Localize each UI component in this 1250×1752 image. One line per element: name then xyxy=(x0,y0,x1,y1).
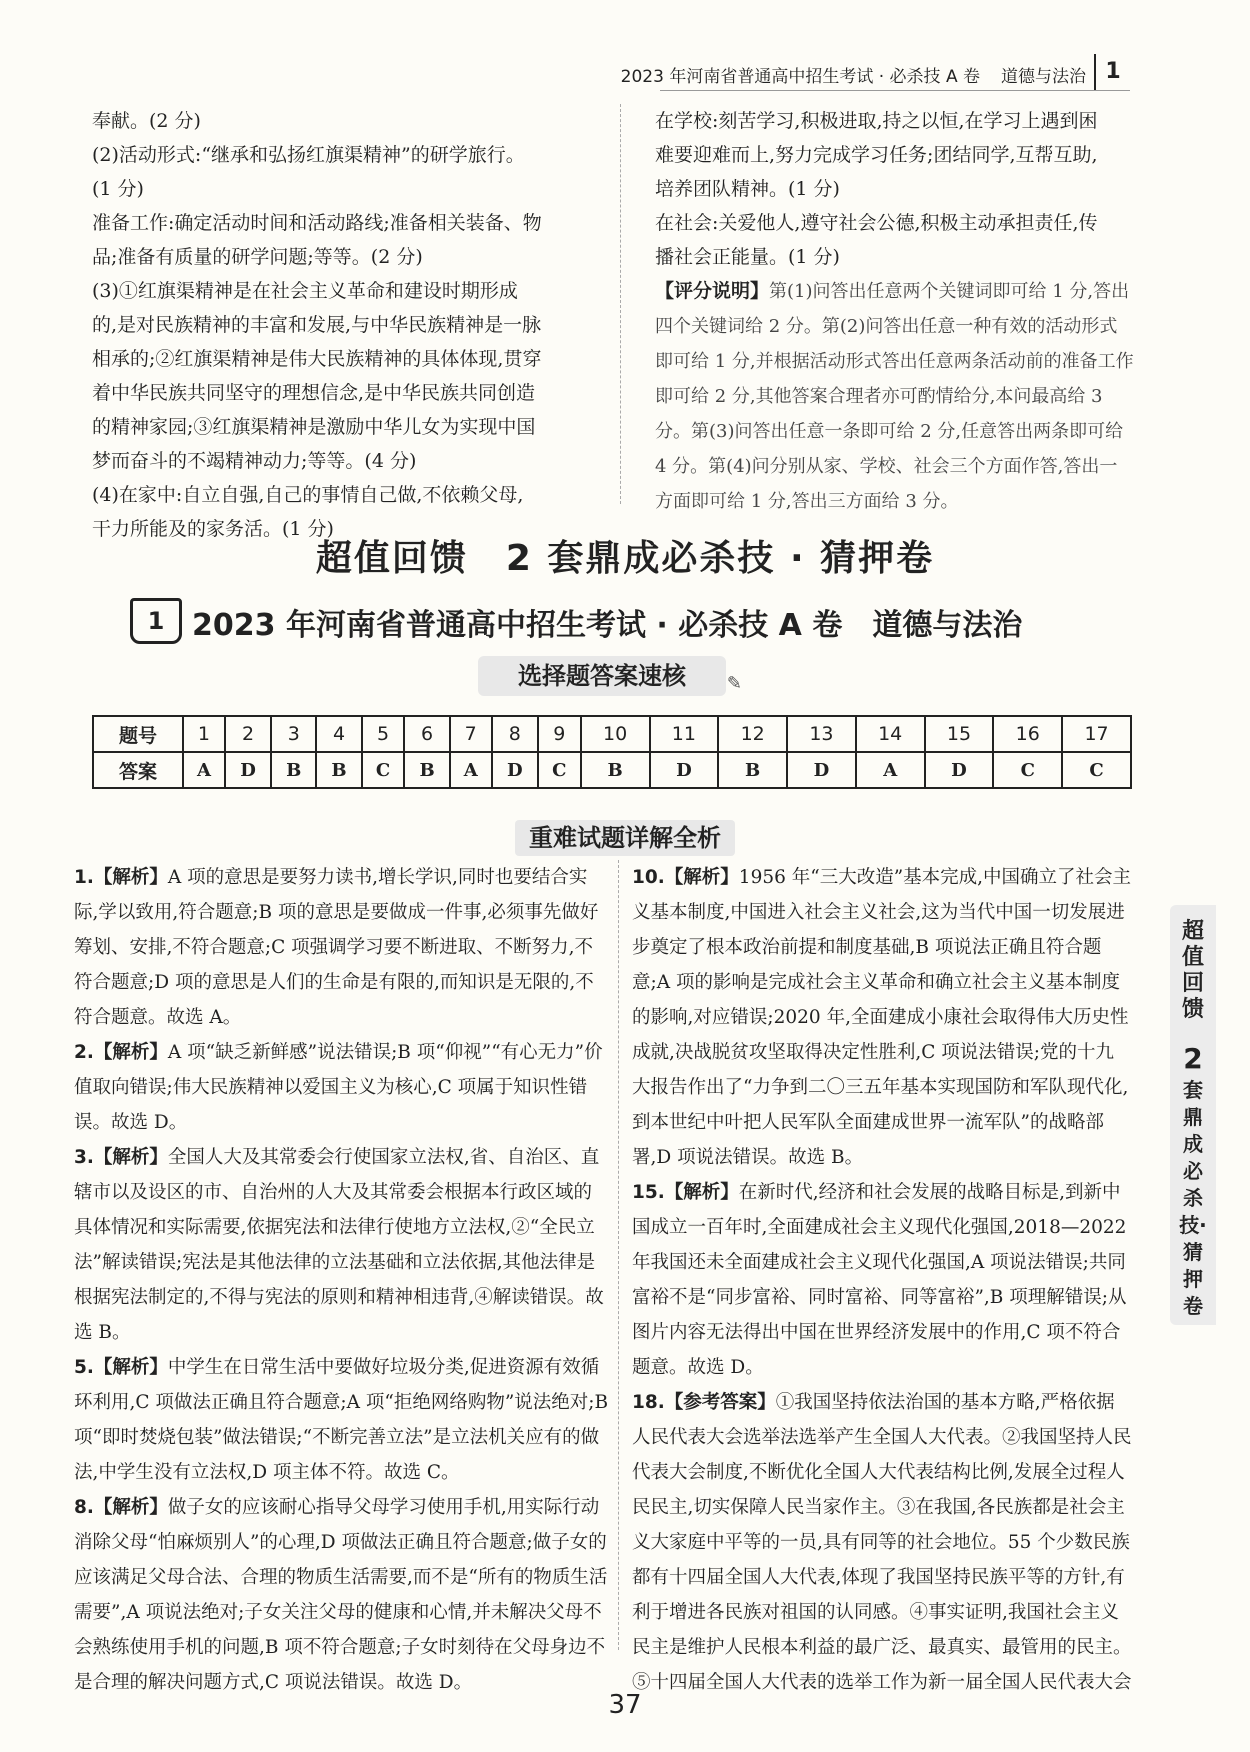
question-number: 5 xyxy=(362,716,405,752)
text-line: 着中华民族共同坚守的理想信念,是中华民族共同创造 xyxy=(92,382,536,404)
analysis-text: 中学生在日常生活中要做好垃圾分类,促进资源有效循环利用,C 项做法正确且符合题意;A 项“拒绝网络购物”说法绝对;B 项“即时焚烧包装”做法错误;“不断完善立法”是立法机关应有的做法,中学生没有立法权,D 项主体不符。故选 C。 xyxy=(74,1357,609,1483)
side-tab-part1: 超值回馈 xyxy=(1181,919,1204,1022)
answer-cell: D xyxy=(925,752,994,788)
question-number: 4 xyxy=(316,716,361,752)
question-number: 3 xyxy=(271,716,316,752)
answer-cell: B xyxy=(581,752,650,788)
analysis-label: 【解析】 xyxy=(93,867,168,888)
answer-cell: B xyxy=(271,752,316,788)
header-rule xyxy=(660,90,1130,91)
question-analysis xyxy=(74,1350,609,1490)
analysis-text: A 项“缺乏新鲜感”说法错误;B 项“仰视”“有心无力”价值取向错误;伟大民族精神以爱国主义为核心,C 项属于知识性错误。故选 D。 xyxy=(74,1042,603,1133)
side-tab-part3: 套鼎成必杀技·猜押卷 xyxy=(1179,1078,1207,1318)
question-number: 13 xyxy=(787,716,856,752)
analysis-text: 在新时代,经济和社会发展的战略目标是,到新中国成立一百年时,全面建成社会主义现代化强国,2018—2022 年我国还未全面建成社会主义现代化强国,A 项说法错误;共同富裕不是“同步富裕、同时富裕、同等富裕”,B 项理解错误;从图片内容无法得出中国在世界经济发展中的作用,C 项不符合题意。故选 D。 xyxy=(632,1182,1127,1378)
text-line: 在学校:刻苦学习,积极进取,持之以恒,在学习上遇到困 xyxy=(655,110,1098,132)
header-exam-title: 2023 年河南省普通高中招生考试 · 必杀技 A 卷 xyxy=(620,67,980,87)
answer-cell: B xyxy=(316,752,361,788)
answer-row xyxy=(93,752,1131,788)
answer-cell: A xyxy=(450,752,492,788)
analysis-text: A 项的意思是要努力读书,增长学识,同时也要结合实际,学以致用,符合题意;B 项的意思是要做成一件事,必须事先做好筹划、安排,不符合题意;C 项强调学习要不断进取、不断努力,不符合题意;D 项的意思是人们的生命是有限的,而知识是无限的,不符合题意。故选 A。 xyxy=(74,867,599,1028)
analysis-label: 【解析】 xyxy=(93,1147,168,1168)
text-line: 的,是对民族精神的丰富和发展,与中华民族精神是一脉 xyxy=(92,314,542,336)
answer-cell: A xyxy=(856,752,925,788)
answer-cell: D xyxy=(225,752,271,788)
text-line: 的精神家园;③红旗渠精神是激励中华儿女为实现中国 xyxy=(92,416,536,438)
pencil-icon: ✎ xyxy=(726,673,742,694)
analysis-left-column xyxy=(74,860,609,1700)
row-label: 题号 xyxy=(93,716,183,752)
book-icon: 1 xyxy=(130,598,182,644)
analysis-heading-text: 重难试题详解全析 xyxy=(515,820,735,856)
answer-cell: D xyxy=(650,752,719,788)
text-line: 播社会正能量。(1 分) xyxy=(655,246,840,268)
text-line: 准备工作:确定活动时间和活动路线;准备相关装备、物 xyxy=(92,212,542,234)
text-line: 相承的;②红旗渠精神是伟大民族精神的具体体现,贯穿 xyxy=(92,348,542,370)
question-number: 6 xyxy=(404,716,449,752)
text-line: 奉献。(2 分) xyxy=(92,110,201,132)
exam-title xyxy=(130,598,1130,642)
analysis-text: ①我国坚持依法治国的基本方略,严格依据人民代表大会选举法选举产生全国人大代表。②我国坚持人民代表大会制度,不断优化全国人大代表结构比例,发展全过程人民民主,切实保障人民当家作主。③在我国,各民族都是社会主义大家庭中平等的一员,具有同等的社会地位。55 个少数民族都有十四届全国人大代表,体现了我国坚持民族平等的方针,有利于增进各民族对祖国的认同感。④事实证明,我国社会主义民主是维护人民根本利益的最广泛、最真实、最管用的民主。⑤十四届全国人大代表的选举工作为新一届全国人民代表大会 xyxy=(632,1392,1132,1693)
question-number: 17 xyxy=(1062,716,1131,752)
question-number: 10 xyxy=(581,716,650,752)
question-number: 8 xyxy=(492,716,538,752)
text-line: 品;准备有质量的研学问题;等等。(2 分) xyxy=(92,246,423,268)
answer-cell: C xyxy=(1062,752,1131,788)
analysis-label: 【解析】 xyxy=(93,1497,168,1518)
scoring-note xyxy=(655,274,1135,519)
text-line: 难要迎难而上,努力完成学习任务;团结同学,互帮互助, xyxy=(655,144,1098,166)
text-line: (3)①红旗渠精神是在社会主义革命和建设时期形成 xyxy=(92,280,518,302)
row-label: 答案 xyxy=(93,752,183,788)
text-line: (4)在家中:自立自强,自己的事情自己做,不依赖父母, xyxy=(92,484,524,506)
question-number: 10. xyxy=(632,867,665,888)
column-divider xyxy=(618,860,619,1650)
question-number: 5. xyxy=(74,1357,94,1378)
header-page-badge: 1 xyxy=(1094,54,1130,90)
answer-cell: B xyxy=(718,752,787,788)
side-tab xyxy=(1170,905,1216,1325)
exam-title-text: 2023 年河南省普通高中招生考试 · 必杀技 A 卷 道德与法治 xyxy=(192,608,1023,643)
top-right-column xyxy=(655,104,1135,519)
answer-cell: C xyxy=(362,752,405,788)
analysis-label: 【参考答案】 xyxy=(664,1392,776,1413)
side-tab-part2: 2 xyxy=(1183,1042,1203,1075)
question-number: 1 xyxy=(183,716,225,752)
question-number: 3. xyxy=(74,1147,94,1168)
analysis-label: 【解析】 xyxy=(93,1042,168,1063)
analysis-heading xyxy=(0,818,1250,853)
question-analysis xyxy=(632,860,1132,1175)
question-number: 15 xyxy=(925,716,994,752)
analysis-label: 【解析】 xyxy=(664,867,739,888)
quick-check-label: 选择题答案速核 xyxy=(518,662,686,690)
question-number: 11 xyxy=(650,716,719,752)
question-number: 1. xyxy=(74,867,94,888)
column-divider xyxy=(620,104,621,504)
top-left-column xyxy=(92,104,602,546)
question-number: 7 xyxy=(450,716,492,752)
text-line: 在社会:关爱他人,遵守社会公德,积极主动承担责任,传 xyxy=(655,212,1098,234)
question-number: 16 xyxy=(993,716,1062,752)
question-analysis xyxy=(632,1385,1132,1700)
analysis-text: 1956 年“三大改造”基本完成,中国确立了社会主义基本制度,中国进入社会主义社会,这为当代中国一切发展进步奠定了根本政治前提和制度基础,B 项说法正确且符合题意;A 项的影响是完成社会主义革命和确立社会主义基本制度的影响,对应错误;2020 年,全面建成小康社会取得伟大历史性成就,决战脱贫攻坚取得决定性胜利,C 项说法错误;党的十九大报告作出了“力争到二〇三五年基本实现国防和军队现代化,到本世纪中叶把人民军队全面建成世界一流军队”的战略部署,D 项说法错误。故选 B。 xyxy=(632,867,1132,1168)
text-line: 干力所能及的家务活。(1 分) xyxy=(92,518,334,540)
text-line: 培养团队精神。(1 分) xyxy=(655,178,840,200)
text-line: (1 分) xyxy=(92,178,144,200)
scoring-note-label: 【评分说明】 xyxy=(655,280,770,302)
text-line: 梦而奋斗的不竭精神动力;等等。(4 分) xyxy=(92,450,417,472)
question-number: 18. xyxy=(632,1392,665,1413)
analysis-label: 【解析】 xyxy=(664,1182,739,1203)
text-line: (2)活动形式:“继承和弘扬红旗渠精神”的研学旅行。 xyxy=(92,144,525,166)
answer-cell: A xyxy=(183,752,225,788)
question-analysis xyxy=(632,1175,1132,1385)
question-analysis xyxy=(74,860,609,1035)
analysis-label: 【解析】 xyxy=(93,1357,168,1378)
running-header xyxy=(620,52,1130,92)
question-number: 8. xyxy=(74,1497,94,1518)
analysis-text: 全国人大及其常委会行使国家立法权,省、自治区、直辖市以及设区的市、自治州的人大及其常委会根据本行政区域的具体情况和实际需要,依据宪法和法律行使地方立法权,②“全民立法”解读错误;宪法是其他法律的立法基础和立法依据,其他法律是根据宪法制定的,不得与宪法的原则和精神相违背,④解读错误。故选 B。 xyxy=(74,1147,604,1343)
page-number: 37 xyxy=(608,1690,642,1720)
question-number: 12 xyxy=(718,716,787,752)
answer-cell: D xyxy=(492,752,538,788)
header-subject: 道德与法治 xyxy=(1001,67,1086,87)
answer-cell: C xyxy=(538,752,581,788)
scoring-note-text: 第(1)问答出任意两个关键词即可给 1 分,答出四个关键词给 2 分。第(2)问答出任意一种有效的活动形式即可给 1 分,并根据活动形式答出任意两条活动前的准备工作即可给 2 分,其他答案合理者亦可酌情给分,本问最高给 3 分。第(3)问答出任意一条即可给 2 分,任意答出两条即可给 4 分。第(4)问分别从家、学校、社会三个方面作答,答出一方面即可给 1 分,答出三方面给 3 分。 xyxy=(655,281,1134,512)
question-analysis xyxy=(74,1140,609,1350)
question-number: 2. xyxy=(74,1042,94,1063)
question-number: 14 xyxy=(856,716,925,752)
section-big-title: 超值回馈 2 套鼎成必杀技 · 猜押卷 xyxy=(315,538,935,579)
answer-cell: C xyxy=(993,752,1062,788)
question-analysis xyxy=(74,1035,609,1140)
analysis-text: 做子女的应该耐心指导父母学习使用手机,用实际行动消除父母“怕麻烦别人”的心理,D 项做法正确且符合题意;做子女的应该满足父母合法、合理的物质生活需要,而不是“所有的物质生活需要”,A 项说法绝对;子女关注父母的健康和心情,并未解决父母不会熟练使用手机的问题,B 项不符合题意;子女时刻待在父母身边不是合理的解决问题方式,C 项说法错误。故选 D。 xyxy=(74,1497,608,1693)
answer-table xyxy=(92,715,1132,789)
question-number: 2 xyxy=(225,716,271,752)
analysis-right-column xyxy=(632,860,1132,1700)
question-number-row xyxy=(93,716,1131,752)
question-number: 15. xyxy=(632,1182,665,1203)
answer-cell: B xyxy=(404,752,449,788)
quick-check-tag xyxy=(478,656,742,696)
question-number: 9 xyxy=(538,716,581,752)
answer-cell: D xyxy=(787,752,856,788)
question-analysis xyxy=(74,1490,609,1700)
